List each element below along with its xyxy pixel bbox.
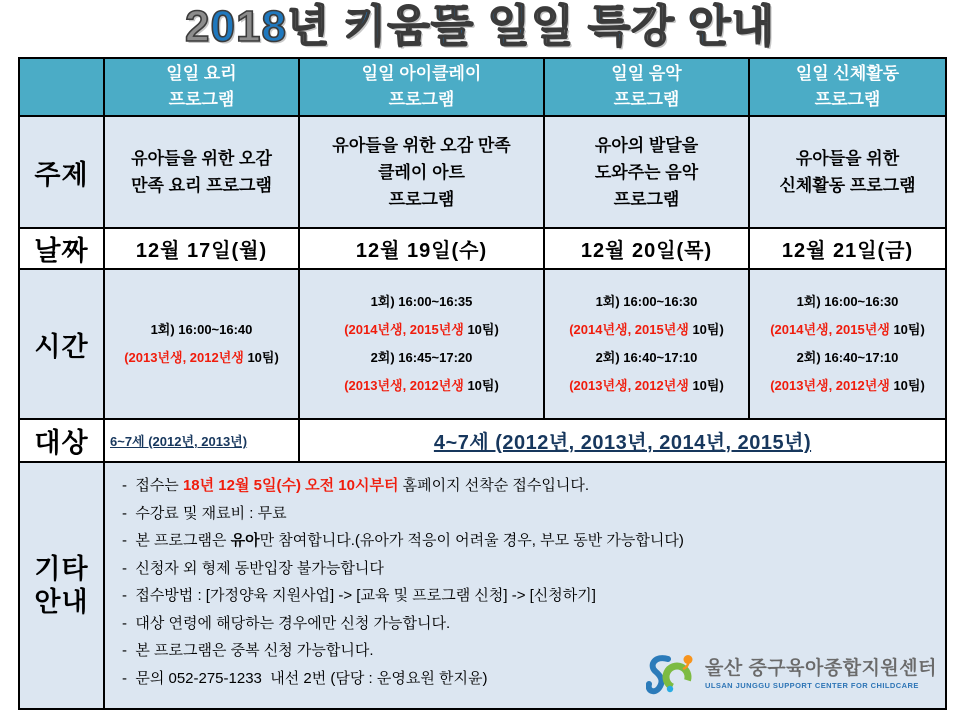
time-label: 시간 [34, 331, 89, 362]
target-cooking-value: 6~7세 (2012년, 2013년) [110, 434, 248, 449]
topic-music-cell: 유아의 발달을 도와주는 음악 프로그램 [545, 117, 750, 229]
time-cooking-cell: 1회) 16:00~16:40 (2013년생, 2012년생 10팀) [105, 270, 300, 420]
time-clay-cell: 1회) 16:00~16:35 (2014년생, 2015년생 10팀) 2회) 16:45~17:20 (2013년생, 2012년생 10팀) [300, 270, 545, 420]
date-cooking-value: 12월 17일(월) [135, 240, 268, 262]
header-clay-program: 일일 아이클레이 프로그램 [300, 59, 545, 117]
center-logo-text [705, 659, 937, 690]
row-label-topic [20, 117, 105, 229]
row-label-date [20, 229, 105, 270]
row-label-time [20, 270, 105, 420]
header-corner-cell [20, 59, 105, 117]
center-logo-english-name: ULSAN JUNGGU SUPPORT CENTER FOR CHILDCARE [704, 681, 919, 691]
center-logo-korean-name: 울산 중구육아종합지원센터 [704, 658, 937, 680]
time-music-cell: 1회) 16:00~16:30 (2014년생, 2015년생 10팀) 2회) 16:40~17:10 (2013년생, 2012년생 10팀) [545, 270, 750, 420]
target-cooking-cell [105, 420, 300, 463]
target-merged-cell [300, 420, 947, 463]
schedule-table [18, 57, 947, 710]
date-cooking-cell [105, 229, 300, 270]
topic-clay-cell: 유아들을 위한 오감 만족 클레이 아트 프로그램 [300, 117, 545, 229]
target-label: 대상 [34, 428, 89, 458]
date-physical-cell [750, 229, 947, 270]
header-music-program: 일일 음악 프로그램 [545, 59, 750, 117]
topic-physical-cell: 유아들을 위한 신체활동 프로그램 [750, 117, 947, 229]
row-label-target [20, 420, 105, 463]
etc-notes-cell: - 접수는 18년 12월 5일(수) 오전 10시부터 홈페이지 선착순 접수입니다. - 수강료 및 재료비 : 무료 - 본 프로그램은 유아만 참여합니다.(유아가 적응이 어려울 경우, 부모 동반 가능합니다) - 신청자 외 형제 동반입장 불가능합니다 - 접수방법 : [가정양육 지원사업] -> [교육 및 프로그램 신청] -> [신청하기] - 대상 연령에 해당하는 경우에만 신청 가능합니다. - 본 프로그램은 중복 신청 가능합니다. - 문의 052-275-1233 내선 2번 (담당 : 운영요원 한지윤) 울산 중구육아종합지원센터 ULSAN JUNGGU SUPPORT CENTER FOR CHILDCARE [105, 463, 947, 710]
date-physical-value: 12월 21일(금) [781, 240, 914, 262]
time-physical-cell: 1회) 16:00~16:30 (2014년생, 2015년생 10팀) 2회) 16:40~17:10 (2013년생, 2012년생 10팀) [750, 270, 947, 420]
page-title: 2018년 키움뜰 일일 특강 안내 [184, 2, 776, 51]
date-clay-cell [300, 229, 545, 270]
target-merged-value: 4~7세 (2012년, 2013년, 2014년, 2015년) [433, 432, 812, 454]
topic-label: 주제 [34, 159, 89, 190]
row-label-etc: 기타 안내 [20, 463, 105, 710]
header-cooking-program: 일일 요리 프로그램 [105, 59, 300, 117]
center-logo-mark [646, 652, 698, 698]
date-music-value: 12월 20일(목) [580, 240, 713, 262]
date-label: 날짜 [34, 236, 89, 266]
header-physical-program: 일일 신체활동 프로그램 [750, 59, 947, 117]
date-music-cell [545, 229, 750, 270]
topic-cooking-cell: 유아들을 위한 오감 만족 요리 프로그램 [105, 117, 300, 229]
center-logo [646, 652, 937, 698]
date-clay-value: 12월 19일(수) [355, 240, 488, 262]
